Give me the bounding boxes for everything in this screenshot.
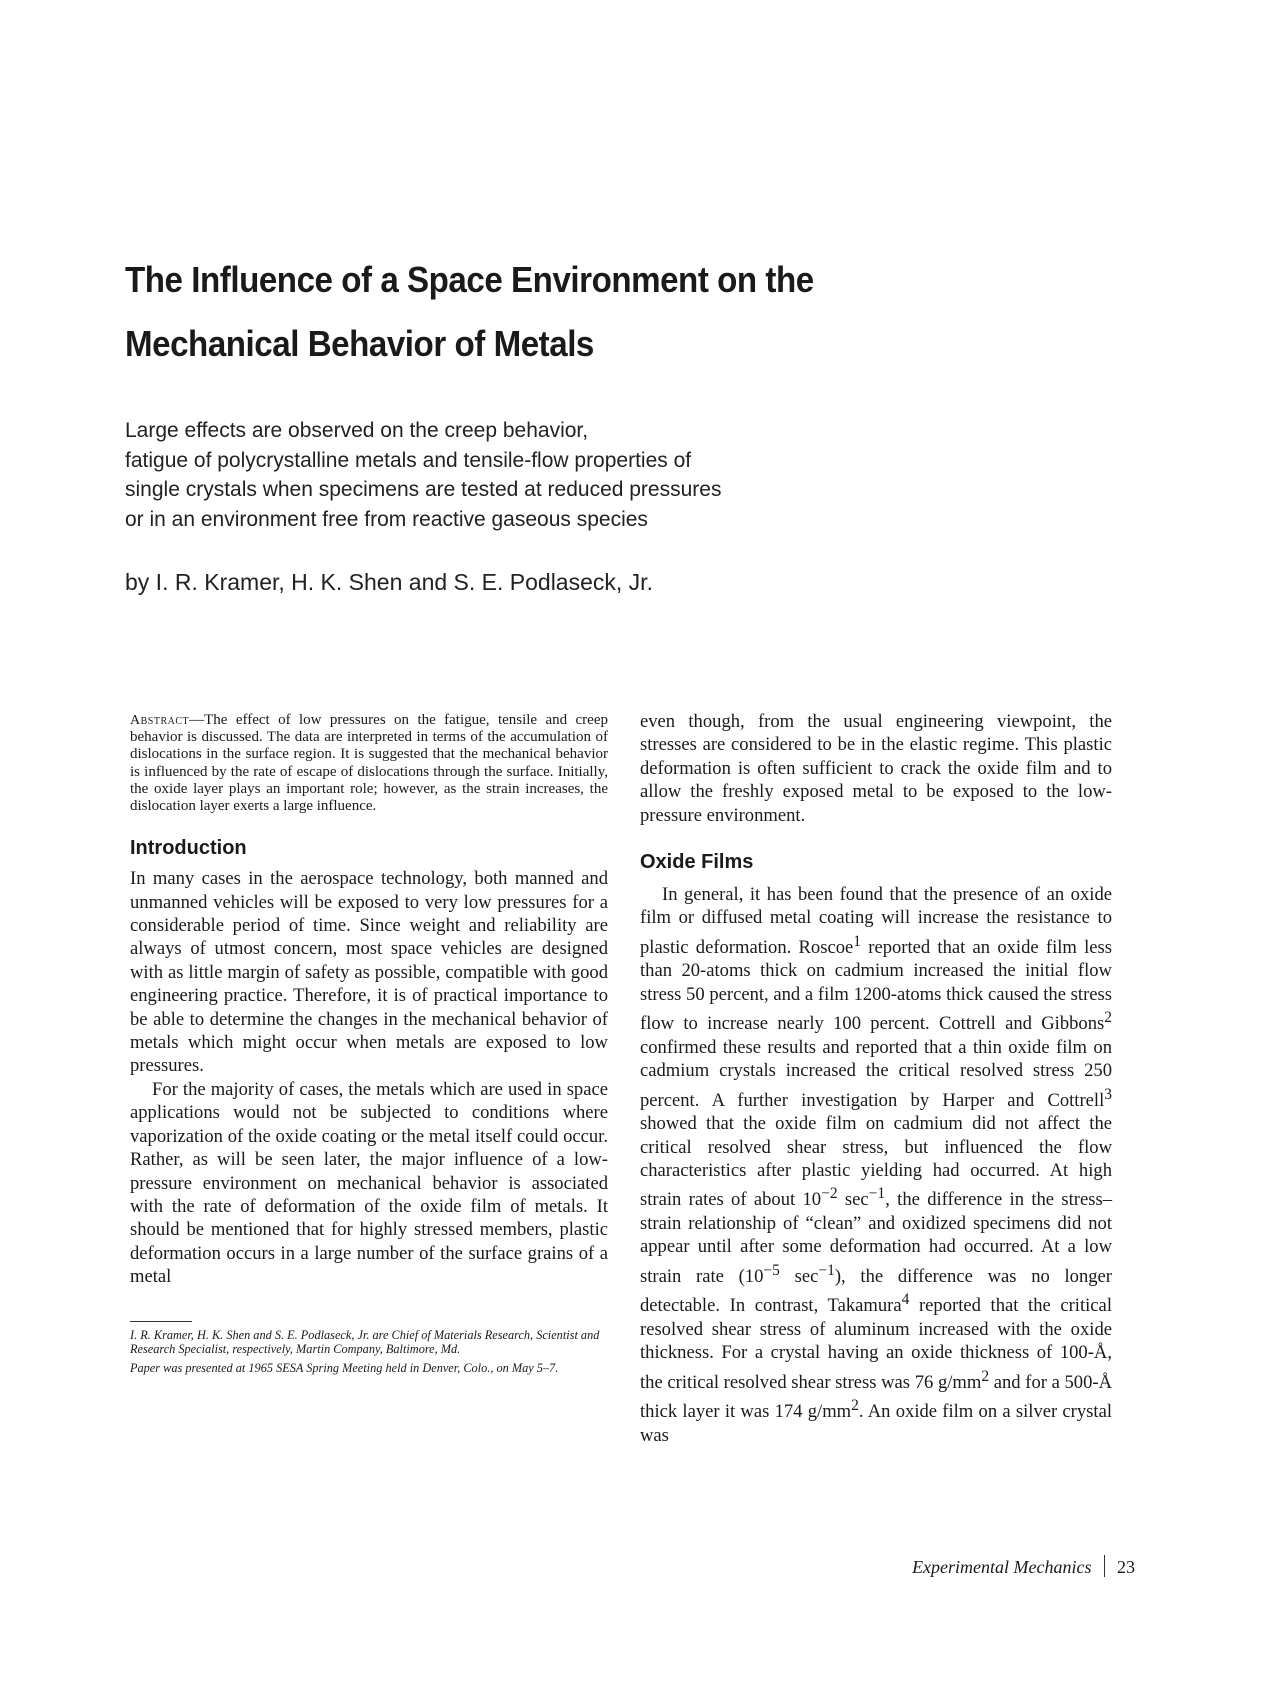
superscript: 1 [853, 932, 862, 950]
abstract [130, 712, 608, 815]
superscript: 3 [1104, 1085, 1112, 1103]
journal-name: Experimental Mechanics [912, 1557, 1092, 1577]
superscript: −5 [763, 1261, 780, 1279]
text-run: sec [837, 1189, 869, 1211]
page-footer [912, 1555, 1135, 1578]
subtitle-line: single crystals when specimens are tested at reduced pressures [125, 478, 722, 501]
section-heading-oxide-films: Oxide Films [640, 851, 754, 874]
paragraph: even though, from the usual engineering viewpoint, the stresses are considered to be in the elastic regime. This plastic deformation is often sufficient to crack the oxide film and to allow the freshly exposed metal to be exposed to the low-pressure environment. [640, 711, 1112, 826]
abstract-label: Abstract [130, 713, 190, 728]
footnote: I. R. Kramer, H. K. Shen and S. E. Podlaseck, Jr. are Chief of Materials Research, Scientist and Research Specialist, respectively, Martin Company, Baltimore, Md. [130, 1327, 600, 1356]
title-line: Mechanical Behavior of Metals [125, 323, 594, 364]
author-byline: by I. R. Kramer, H. K. Shen and S. E. Podlaseck, Jr. [125, 569, 653, 595]
text-run: reported that the critical resolved shear stress of aluminum increased with the oxide thickness. For a crystal having an oxide thickness of 100-Å, the critical resolved shear stress was 76 g/mm [640, 1295, 1112, 1394]
paragraph: In many cases in the aerospace technology, both manned and unmanned vehicles will be exposed to very low pressures for a considerable period of time. Since weight and reliability are always of utmost concern, most space vehicles are designed with as little margin of safety as possible, compatible with good engineering practice. Therefore, it is of practical importance to be able to determine the changes in the mechanical behavior of metals which might occur when metals are exposed to low pressures. [130, 868, 608, 1077]
footnote: Paper was presented at 1965 SESA Spring Meeting held in Denver, Colo., on May 5–7. [130, 1360, 559, 1375]
superscript: 2 [851, 1397, 859, 1415]
paragraph [640, 883, 1112, 1447]
superscript: −1 [868, 1185, 886, 1203]
superscript: 2 [1104, 1009, 1112, 1027]
superscript: 4 [901, 1291, 910, 1309]
left-column [130, 712, 608, 1380]
abstract-text: —The effect of low pressures on the fatigue, tensile and creep behavior is discussed. The data are interpreted in terms of the accumulation of dislocations in the surface region. It is suggested that the mechanical behavior is influenced by the rate of escape of dislocations through the surface. Initially, the oxide layer plays an important role; however, as the strain increases, the dislocation layer exerts a large influence. [130, 712, 608, 815]
text-run: , the difference in the stress–strain relationship of “clean” and oxidized specimens did not appear until after some deformation had occurred. At a low strain rate (10 [640, 1189, 1112, 1288]
text-run: and for a 500-Å thick layer it was 174 g/mm [640, 1372, 1112, 1423]
text-run: showed that the oxide film on cadmium did not affect the critical resolved shear stress, but influenced the flow characteristics after plastic yielding had occurred. At high strain rates of about 10 [640, 1113, 1112, 1211]
footer-separator [1104, 1555, 1106, 1577]
text-run: confirmed these results and reported that a thin oxide film on cadmium crystals increased the critical resolved stress 250 percent. A further investigation by Harper and Cottrell [640, 1036, 1112, 1111]
subtitle-line: Large effects are observed on the creep behavior, [125, 419, 589, 442]
superscript: 2 [981, 1367, 990, 1385]
title-line: The Influence of a Space Environment on the [125, 259, 814, 300]
section-heading-introduction: Introduction [130, 837, 247, 860]
text-run: sec [779, 1266, 819, 1288]
footnote-rule [130, 1321, 192, 1322]
superscript: −2 [821, 1185, 838, 1203]
text-run: In general, it has been found that the presence of an oxide film or diffused metal coating will increase the resistance to plastic deformation. Roscoe [640, 884, 1112, 959]
article-title [125, 248, 953, 376]
subtitle-line: fatigue of polycrystalline metals and tensile-flow properties of [125, 448, 692, 472]
text-run: . An oxide film on a silver crystal was [640, 1401, 1112, 1447]
paragraph: For the majority of cases, the metals which are used in space applications would not be subjected to conditions where vaporization of the oxide coating or the metal itself could occur. Rather, as will be seen later, the major influence of a low-pressure environment on mechanical behavior is associated with the rate of deformation of the oxide film of metals. It should be mentioned that for highly stressed members, plastic deformation occurs in a large number of the surface grains of a metal [130, 1078, 608, 1288]
text-run: reported that an oxide film less than 20-atoms thick on cadmium increased the initial flow stress 50 percent, and a film 1200-atoms thick caused the stress flow to increase nearly 100 percent. Cottrell and Gibbons [640, 937, 1112, 1035]
page-number: 23 [1117, 1557, 1135, 1577]
superscript: −1 [818, 1261, 835, 1279]
subtitle-line: or in an environment free from reactive gaseous species [125, 507, 648, 531]
text-run: ), the difference was no longer detectable. In contrast, Takamura [640, 1266, 1113, 1317]
footnotes [130, 1321, 608, 1375]
right-column [640, 710, 1112, 1447]
article-subtitle [125, 416, 825, 534]
